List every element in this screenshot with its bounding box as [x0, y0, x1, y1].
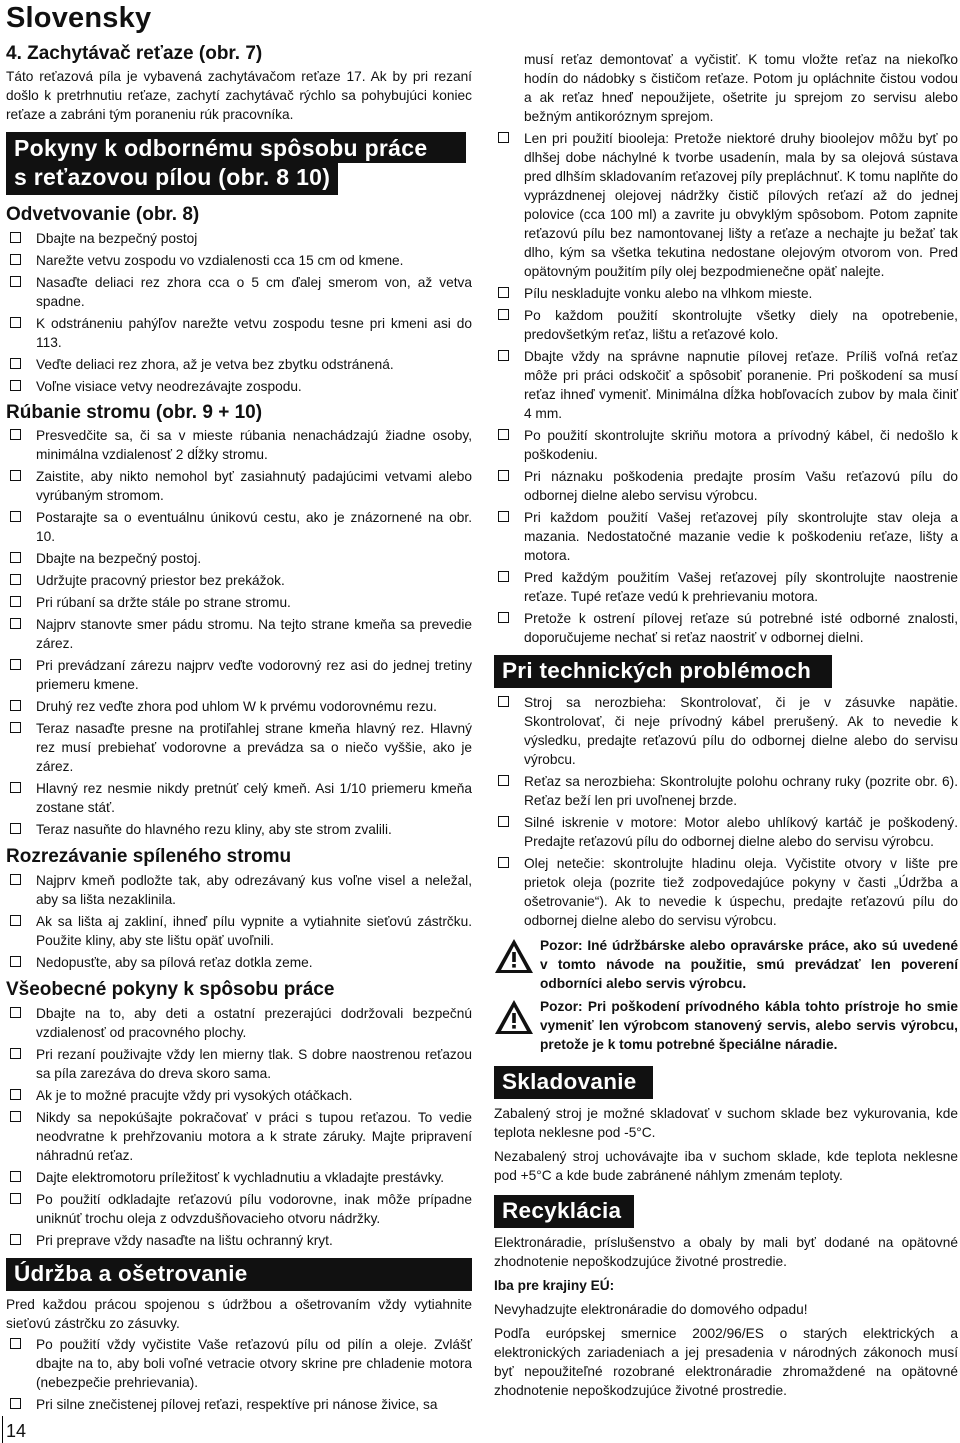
checkbox-icon [498, 857, 509, 868]
checkbox-icon [10, 956, 21, 967]
checkbox-icon [10, 1111, 21, 1122]
section-general-list [6, 1004, 472, 1250]
list-item: Najprv stanovte smer pádu stromu. Na tejto strane kmeňa sa prevedie zárez. [6, 615, 472, 653]
section-felling-list [6, 426, 472, 839]
checkbox-icon [10, 782, 21, 793]
list-item: Dbajte na bezpečný postoj [6, 229, 472, 248]
list-item: Po použití skontrolujte skriňu motora a prívodný kábel, či nedošlo k poškodeniu. [494, 426, 958, 464]
list-item: Pri prevádzaní zárezu najprv veďte vodorovný rez asi do jednej tretiny priemeru kmene. [6, 656, 472, 694]
section-chain-catcher-heading: 4. Zachytávač reťaze (obr. 7) [6, 43, 263, 64]
list-item: Teraz nasuňte do hlavného rezu kliny, aby ste strom zvalili. [6, 820, 472, 839]
checkbox-icon [498, 350, 509, 361]
checkbox-icon [10, 317, 21, 328]
list-item: Reťaz sa nerozbieha: Skontrolujte polohu ochrany ruky (pozrite obr. 6). Reťaz beží len pri uvoľnenej brzde. [494, 772, 958, 810]
checkbox-icon [498, 132, 509, 143]
checkbox-icon [10, 596, 21, 607]
list-item: Po použití odkladajte reťazovú pílu vodorovne, inak môže prípadne uniknúť trochu oleja z odvzdušňovacieho otvoru nádržky. [6, 1190, 472, 1228]
list-item: Olej netečie: skontrolujte hladinu oleja. Vyčistite otvory v lište pre prietok oleja (pozrite tiež zodpovedajúce pokyny v časti „Údržba a ošetrovanie“). Ak to nevedie k úspechu, predajte reťazovú pílu do odbornej dielne alebo do servisu výrobcu. [494, 854, 958, 930]
list-item: Dbajte na bezpečný postoj. [6, 549, 472, 568]
checkbox-icon [498, 429, 509, 440]
list-item: Len pri použití biooleja: Pretože niektoré druhy bioolejov môžu byť po dlhšej dobe náchylné k tvorbe usadenín, mala by sa olejová sústava pred dlhším skladovaním reťazovej píly prepláchnuť. K tomu naplňte do vyprázdnenej olejovej nádržky čistič pílových reťazí až do jednej polovice (cca 100 ml) a zavrite ju obvyklým spôsobom. Potom zapnite reťazovú pílu bez namontovanej lišty a reťaze a nechajte ju bežať tak dlho, kým sa všetka tekutina nedostane olejovým otvorom von. Pred opätovným použitím píly olej bezpodmienečne opäť nalejte. [494, 129, 958, 281]
list-item: Nikdy sa nepokúšajte pokračovať v práci s tupou reťazou. To vedie neodvratne k prehřzovaniu motora a k strate záruky. Majte pripravení náhradnú reťaz. [6, 1108, 472, 1165]
checkbox-icon [498, 287, 509, 298]
checkbox-icon [498, 511, 509, 522]
list-item: Presvedčite sa, či sa v mieste rúbania nenachádzajú žiadne osoby, minimálna vzdialenosť 2 dĺžky stromu. [6, 426, 472, 464]
left-column [6, 40, 472, 1417]
section-cutting-list [6, 871, 472, 972]
section-maintenance-text: Pred každou prácou spojenou s údržbou a ošetrovaním vždy vytiahnite sieťovú zástrčku zo zásuvky. [6, 1297, 472, 1331]
checkbox-icon [10, 1398, 21, 1409]
checkbox-icon [498, 470, 509, 481]
checkbox-icon [10, 618, 21, 629]
list-item: Postarajte sa o eventuálnu únikovú cestu, ako je znázornené na obr. 10. [6, 508, 472, 546]
checkbox-icon [10, 1048, 21, 1059]
list-item: Pri náznaku poškodenia predajte prosím Vašu reťazovú pílu do odbornej dielne alebo servisu výrobcu. [494, 467, 958, 505]
heading-line-2: s reťazovou pílou (obr. 8 10) [6, 163, 338, 195]
list-item: Po použití vždy vyčistite Vaše reťazovú pílu od pilín a oleje. Zvlášť dbajte na to, aby boli voľné vetracie otvory skrine pre chladenie motora (nebezpečie prehrievania). [6, 1335, 472, 1392]
checkbox-icon [10, 232, 21, 243]
list-item: Udržujte pracovný priestor bez prekážok. [6, 571, 472, 590]
checkbox-icon [10, 1007, 21, 1018]
checkbox-icon [10, 380, 21, 391]
maintenance-list-continued [494, 129, 958, 647]
list-item: Druhý rez veďte zhora pod uhlom W k prvému vodorovnému rezu. [6, 697, 472, 716]
checkbox-icon [10, 511, 21, 522]
list-item: Nasaďte deliaci rez zhora cca o 5 cm ďalej smerom von, až vetva spadne. [6, 273, 472, 311]
section-maintenance-heading: Údržba a ošetrovanie [6, 1258, 472, 1291]
checkbox-icon [10, 358, 21, 369]
troubleshooting-list [494, 693, 958, 930]
list-item: K odstráneniu pahýľov narežte vetvu zospodu tesne pri kmeni asi do 113. [6, 314, 472, 352]
section-delimbing-heading: Odvetvovanie (obr. 8) [6, 204, 200, 225]
warning-repairs: Pozor: Iné údržbárske alebo opravárske práce, ako sú uvedené v tomto návode na použitie, smú prevádzať len poverení odborníci alebo servis výrobcu. [494, 936, 958, 993]
checkbox-icon [498, 696, 509, 707]
section-delimbing-list [6, 229, 472, 396]
list-item: Voľne visiace vetvy neodrezávajte zospodu. [6, 377, 472, 396]
checkbox-icon [10, 574, 21, 585]
section-maintenance-list [6, 1335, 472, 1414]
checkbox-icon [10, 552, 21, 563]
list-item: Pretože k ostrení pílovej reťaze sú potrebné isté odborné znalosti, doporučujeme nechať si reťaz naostriť v odbornej dielni. [494, 609, 958, 647]
checkbox-icon [10, 429, 21, 440]
recycling-text-2: Nevyhadzujte elektronáradie do domového odpadu! [494, 1302, 808, 1317]
checkbox-icon [498, 309, 509, 320]
list-item: Dajte elektromotoru príležitosť k vychladnutiu a vkladajte prestávky. [6, 1168, 472, 1187]
list-item: Stroj sa nerozbieha: Skontrolovať, či je v zásuvke napätie. Skontrolovať, či neje prívodný kábel prerušený. Ak to nevedie k výsledku, predajte reťazovú pílu do odbornej dielne alebo do servisu výrobcu. [494, 693, 958, 769]
section-cutting-heading: Rozrezávanie spíleného stromu [6, 846, 292, 867]
page-number: 14 [6, 1421, 27, 1441]
section-storage-heading: Skladovanie [494, 1066, 653, 1099]
page-language-header: Slovensky [6, 2, 152, 34]
checkbox-icon [10, 1193, 21, 1204]
section-work-instructions-heading [6, 132, 466, 195]
storage-text-2: Nezabalený stroj uchovávajte iba v suchom sklade, kde teplota neklesne pod +5°C a kde bude zabránené náhlym zmenám teploty. [494, 1149, 958, 1183]
list-item: Pri rezaní použivajte vždy len mierny tlak. S dobre naostrenou reťazou sa píla zarezáva do dreva skoro sama. [6, 1045, 472, 1083]
list-item: Pred každým použitím Vašej reťazovej píly skontrolujte naostrenie reťaze. Tupé reťaze vedú k prehrievaniu motora. [494, 568, 958, 606]
list-item: Pri preprave vždy nasaďte na lištu ochranný kryt. [6, 1231, 472, 1250]
section-recycling-heading: Recyklácia [494, 1195, 634, 1228]
checkbox-icon [10, 1171, 21, 1182]
section-felling-heading: Rúbanie stromu (obr. 9 + 10) [6, 402, 263, 423]
list-item: Ak sa lišta aj zakliní, ihneď pílu vypnite a vytiahnite sieťovú zástrčku. Použite kliny, aby ste lištu opäť uvoľnili. [6, 912, 472, 950]
list-item: Pri každom použití Vašej reťazovej píly skontrolujte stav oleja a mazania. Nedostatočné mazanie vedie k poškodeniu reťaze, lišty a motora. [494, 508, 958, 565]
checkbox-icon [498, 816, 509, 827]
checkbox-icon [10, 276, 21, 287]
page-side-rule [2, 1416, 3, 1443]
list-item: Pri rúbaní sa držte stále po strane stromu. [6, 593, 472, 612]
warning-triangle-icon [494, 999, 534, 1035]
section-troubleshooting-heading: Pri technických problémoch [494, 655, 832, 688]
checkbox-icon [10, 254, 21, 265]
list-item: Po každom použití skontrolujte všetky diely na opotrebenie, predovšetkým reťaz, lištu a reťazové kolo. [494, 306, 958, 344]
list-item: Dbajte na to, aby deti a ostatní prezerajúci dodržovali bezpečnú vzdialenosť od pracovného plochy. [6, 1004, 472, 1042]
checkbox-icon [10, 1234, 21, 1245]
list-item: Nedopusťte, aby sa pílová reťaz dotkla zeme. [6, 953, 472, 972]
right-column [494, 50, 958, 1400]
recycling-text-1: Elektronáradie, príslušenstvo a obaly by mali byť dodané na opätovné zhodnotenie nepoškodzujúce životné prostredie. [494, 1235, 958, 1269]
section-chain-catcher-text: Táto reťazová píla je vybavená zachytávačom reťaze 17. Ak by pri rezaní došlo k pretrhnutiu reťaze, zachytí zachytávač rýchlo sa pohybujúci koniec reťaze a zabráni tým poraneniu rúk pracovníka. [6, 69, 472, 122]
checkbox-icon [10, 470, 21, 481]
checkbox-icon [498, 612, 509, 623]
checkbox-icon [10, 659, 21, 670]
list-item: Pri silne znečistenej pílovej reťazi, respektíve pri nánose živice, sa [6, 1395, 472, 1414]
list-item: Pílu neskladujte vonku alebo na vlhkom mieste. [494, 284, 958, 303]
checkbox-icon [10, 874, 21, 885]
checkbox-icon [498, 775, 509, 786]
checkbox-icon [10, 722, 21, 733]
list-item: Veďte deliaci rez zhora, až je vetva bez zbytku odstránená. [6, 355, 472, 374]
list-item: Hlavný rez nesmie nikdy pretnúť celý kmeň. Asi 1/10 priemeru kmeňa zostane stáť. [6, 779, 472, 817]
checkbox-icon [10, 1338, 21, 1349]
section-general-heading: Všeobecné pokyny k spôsobu práce [6, 979, 335, 1000]
list-item: Narežte vetvu zospodu vo vzdialenosti cca 15 cm od kmene. [6, 251, 472, 270]
checkbox-icon [10, 1089, 21, 1100]
recycling-eu-heading: Iba pre krajiny EÚ: [494, 1278, 615, 1293]
storage-text-1: Zabalený stroj je možné skladovať v suchom sklade bez vykurovania, kde teplota neklesne pod -5°C. [494, 1106, 958, 1140]
checkbox-icon [498, 571, 509, 582]
checkbox-icon [10, 823, 21, 834]
warning-cable: Pozor: Pri poškodení prívodného kábla tohto prístroje ho smie vymeniť len výrobcom stanovený servis, alebo servis výrobcu, pretože je k tomu potrebné špeciálne náradie. [494, 997, 958, 1054]
heading-line-1: Pokyny k odbornému spôsobu práce [6, 132, 466, 163]
checkbox-icon [10, 915, 21, 926]
checkbox-icon [10, 700, 21, 711]
warning-triangle-icon [494, 938, 534, 974]
maintenance-continuation-text: musí reťaz demontovať a vyčistiť. K tomu vložte reťaz na niekoľko hodín do nádobky s čističom reťaze. Potom ju opláchnite čistou vodou a ak reťaz hneď nepoužijete, ošetrite ju sprejom zo servisu alebo bežným antikoróznym sprejom. [524, 52, 958, 124]
recycling-text-3: Podľa európskej smernice 2002/96/ES o starých elektrických a elektronických zariadeniach a jej presadenia v národných zákonoch musí byť nepoužiteľné rozobrané elektronáradie zhromaždené na opätovné zhodnotenie nepoškodzujúce životné prostredie. [494, 1326, 958, 1398]
list-item: Zaistite, aby nikto nemohol byť zasiahnutý padajúcimi vetvami alebo vyrúbaným stromom. [6, 467, 472, 505]
list-item: Silné iskrenie v motore: Motor alebo uhlíkový kartáč je poškodený. Predajte reťazovú pílu do odbornej dielne alebo do servisu výrobcu. [494, 813, 958, 851]
list-item: Najprv kmeň podložte tak, aby odrezávaný kus voľne visel a neležal, aby sa lišta nezaklinila. [6, 871, 472, 909]
list-item: Dbajte vždy na správne napnutie pílovej reťaze. Príliš voľná reťaz môže pri práci odskočiť a spôsobiť poranenie. Pri poškodení sa musí reťaz ihneď vymeniť. Minimálna dĺžka hobľovacích zubov by mala činiť 4 mm. [494, 347, 958, 423]
list-item: Teraz nasaďte presne na protiľahlej strane kmeňa hlavný rez. Hlavný rez musí prebiehať vodorovne a prevádza sa o niečo vyššie, ako je zárez. [6, 719, 472, 776]
list-item: Ak je to možné pracujte vždy pri vysokých otáčkach. [6, 1086, 472, 1105]
